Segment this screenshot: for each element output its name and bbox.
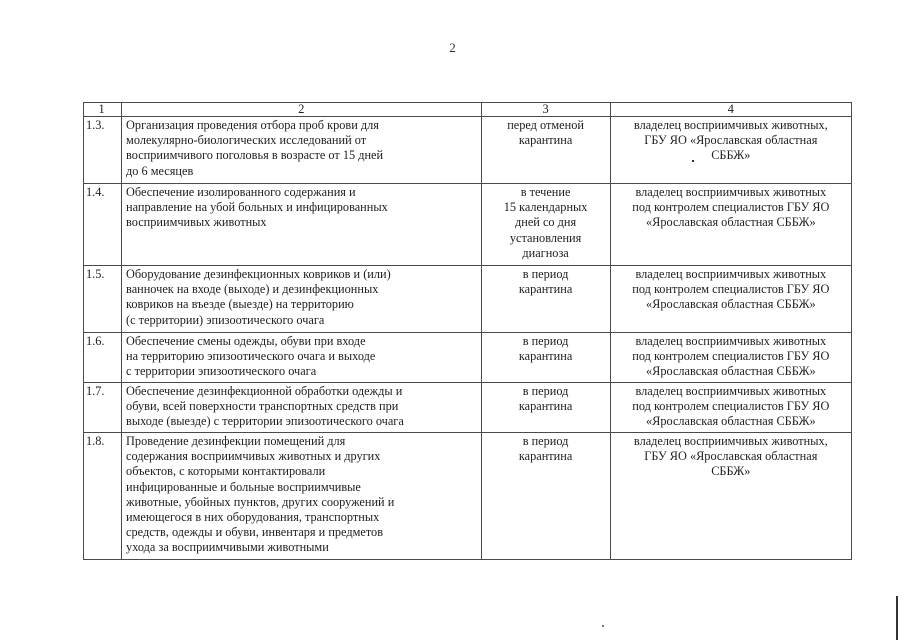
term-cell: в период карантина bbox=[481, 433, 610, 560]
row-number-cell: 1.6. bbox=[84, 333, 122, 383]
action-cell: Обеспечение смены одежды, обуви при входе на территорию эпизоотического очага и выходе с территории эпизоотического очага bbox=[122, 333, 481, 383]
action-cell: Организация проведения отбора проб крови для молекулярно-биологических исследований от восприимчивого поголовья в возрасте от 15 дней до 6 месяцев bbox=[122, 117, 481, 184]
table-row bbox=[84, 117, 852, 184]
table-row bbox=[84, 383, 852, 433]
action-cell: Обеспечение изолированного содержания и направление на убой больных и инфицированных восприимчивых животных bbox=[122, 184, 481, 266]
row-number-cell: 1.8. bbox=[84, 433, 122, 560]
row-number-cell: 1.5. bbox=[84, 266, 122, 333]
responsible-cell: владелец восприимчивых животных под контролем специалистов ГБУ ЯО «Ярославская областная СББЖ» bbox=[610, 184, 851, 266]
term-cell: в период карантина bbox=[481, 266, 610, 333]
term-cell: в течение 15 календарных дней со дня установления диагноза bbox=[481, 184, 610, 266]
responsible-cell: владелец восприимчивых животных под контролем специалистов ГБУ ЯО «Ярославская областная СББЖ» bbox=[610, 333, 851, 383]
responsible-cell: владелец восприимчивых животных под контролем специалистов ГБУ ЯО «Ярославская областная СББЖ» bbox=[610, 383, 851, 433]
table-row bbox=[84, 266, 852, 333]
row-number-cell: 1.7. bbox=[84, 383, 122, 433]
action-cell: Оборудование дезинфекционных ковриков и (или) ванночек на входе (выходе) и дезинфекционных ковриков на въезде (выезде) на территорию (с территории) эпизоотического очага bbox=[122, 266, 481, 333]
scan-edge-line bbox=[896, 596, 898, 640]
header-cell-4: 4 bbox=[610, 103, 851, 117]
table-row bbox=[84, 333, 852, 383]
scan-speck bbox=[692, 160, 694, 162]
term-cell: перед отменой карантина bbox=[481, 117, 610, 184]
header-cell-2: 2 bbox=[122, 103, 481, 117]
measures-table bbox=[83, 102, 852, 560]
action-cell: Проведение дезинфекции помещений для содержания восприимчивых животных и других объектов, с которыми контактировали инфицированные и больные восприимчивые животные, убойных пунктов, других сооружений и имеющегося в них оборудования, транспортных средств, одежды и обуви, инвентаря и предметов ухода за восприимчивыми животными bbox=[122, 433, 481, 560]
page-number: 2 bbox=[449, 40, 456, 55]
table-row bbox=[84, 433, 852, 560]
header-cell-3: 3 bbox=[481, 103, 610, 117]
action-cell: Обеспечение дезинфекционной обработки одежды и обуви, всей поверхности транспортных средств при выходе (выезде) с территории эпизоотического очага bbox=[122, 383, 481, 433]
header-cell-1: 1 bbox=[84, 103, 122, 117]
row-number-cell: 1.3. bbox=[84, 117, 122, 184]
row-number-cell: 1.4. bbox=[84, 184, 122, 266]
table-header-row bbox=[84, 103, 852, 117]
responsible-cell: владелец восприимчивых животных, ГБУ ЯО «Ярославская областная СББЖ» bbox=[610, 433, 851, 560]
term-cell: в период карантина bbox=[481, 333, 610, 383]
table-row bbox=[84, 184, 852, 266]
scan-speck bbox=[602, 625, 604, 627]
term-cell: в период карантина bbox=[481, 383, 610, 433]
responsible-cell: владелец восприимчивых животных, ГБУ ЯО «Ярославская областная СББЖ» bbox=[610, 117, 851, 184]
responsible-cell: владелец восприимчивых животных под контролем специалистов ГБУ ЯО «Ярославская областная СББЖ» bbox=[610, 266, 851, 333]
